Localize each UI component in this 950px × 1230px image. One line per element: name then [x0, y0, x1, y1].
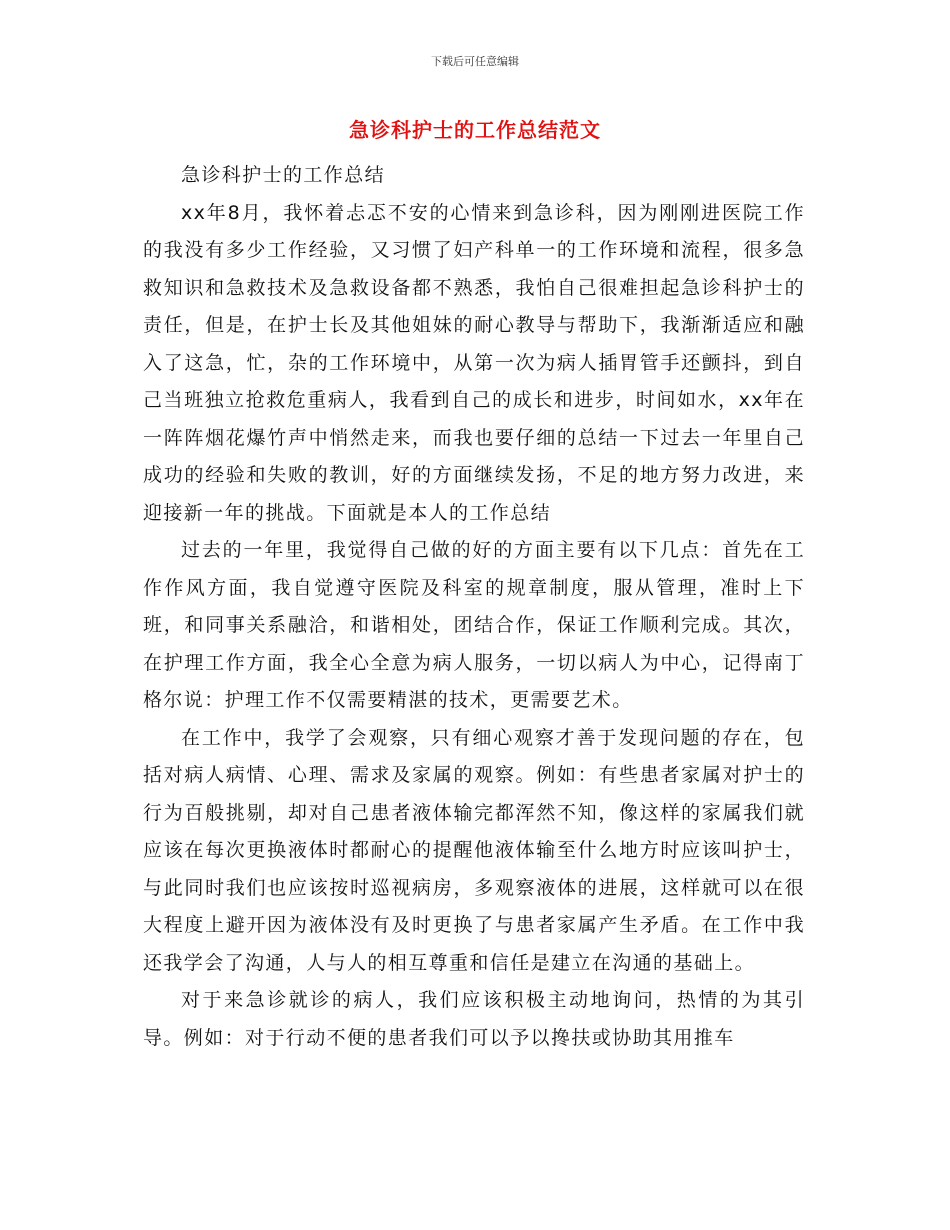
document-title: 急诊科护士的工作总结范文: [349, 118, 601, 142]
paragraph: 过去的一年里，我觉得自己做的好的方面主要有以下几点：首先在工作作风方面，我自觉遵守医院及科室的规章制度，服从管理，准时上下班，和同事关系融洽，和谐相处，团结合作，保证工作顺利完成。其次，在护理工作方面，我全心全意为病人服务，一切以病人为中心，记得南丁格尔说：护理工作不仅需要精湛的技术，更需要艺术。: [143, 539, 805, 711]
paragraph: 在工作中，我学了会观察，只有细心观察才善于发现问题的存在，包括对病人病情、心理、需求及家属的观察。例如：有些患者家属对护士的行为百般挑剔，却对自己患者液体输完都浑然不知，像这样的家属我们就应该在每次更换液体时都耐心的提醒他液体输至什么地方时应该叫护士，与此同时我们也应该按时巡视病房，多观察液体的进展，这样就可以在很大程度上避开因为液体没有及时更换了与患者家属产生矛盾。在工作中我还我学会了沟通，人与人的相互尊重和信任是建立在沟通的基础上。: [143, 726, 805, 974]
paragraph-subtitle: 急诊科护士的工作总结: [181, 164, 386, 186]
header-note: 下载后可任意编辑: [431, 55, 519, 68]
document-body: [143, 157, 805, 1057]
paragraph: 对于来急诊就诊的病人，我们应该积极主动地询问，热情的为其引导。例如：对于行动不便的患者我们可以予以搀扶或协助其用推车: [143, 989, 805, 1049]
paragraph: xx年8月，我怀着忐忑不安的心情来到急诊科，因为刚刚进医院工作的我没有多少工作经验，又习惯了妇产科单一的工作环境和流程，很多急救知识和急救技术及急救设备都不熟悉，我怕自己很难担起急诊科护士的责任，但是，在护士长及其他姐妹的耐心教导与帮助下，我渐渐适应和融入了这急，忙，杂的工作环境中，从第一次为病人插胃管手还颤抖，到自己当班独立抢救危重病人，我看到自己的成长和进步，时间如水，xx年在一阵阵烟花爆竹声中悄然走来，而我也要仔细的总结一下过去一年里自己成功的经验和失败的教训，好的方面继续发扬，不足的地方努力改进，来迎接新一年的挑战。下面就是本人的工作总结: [143, 201, 805, 524]
